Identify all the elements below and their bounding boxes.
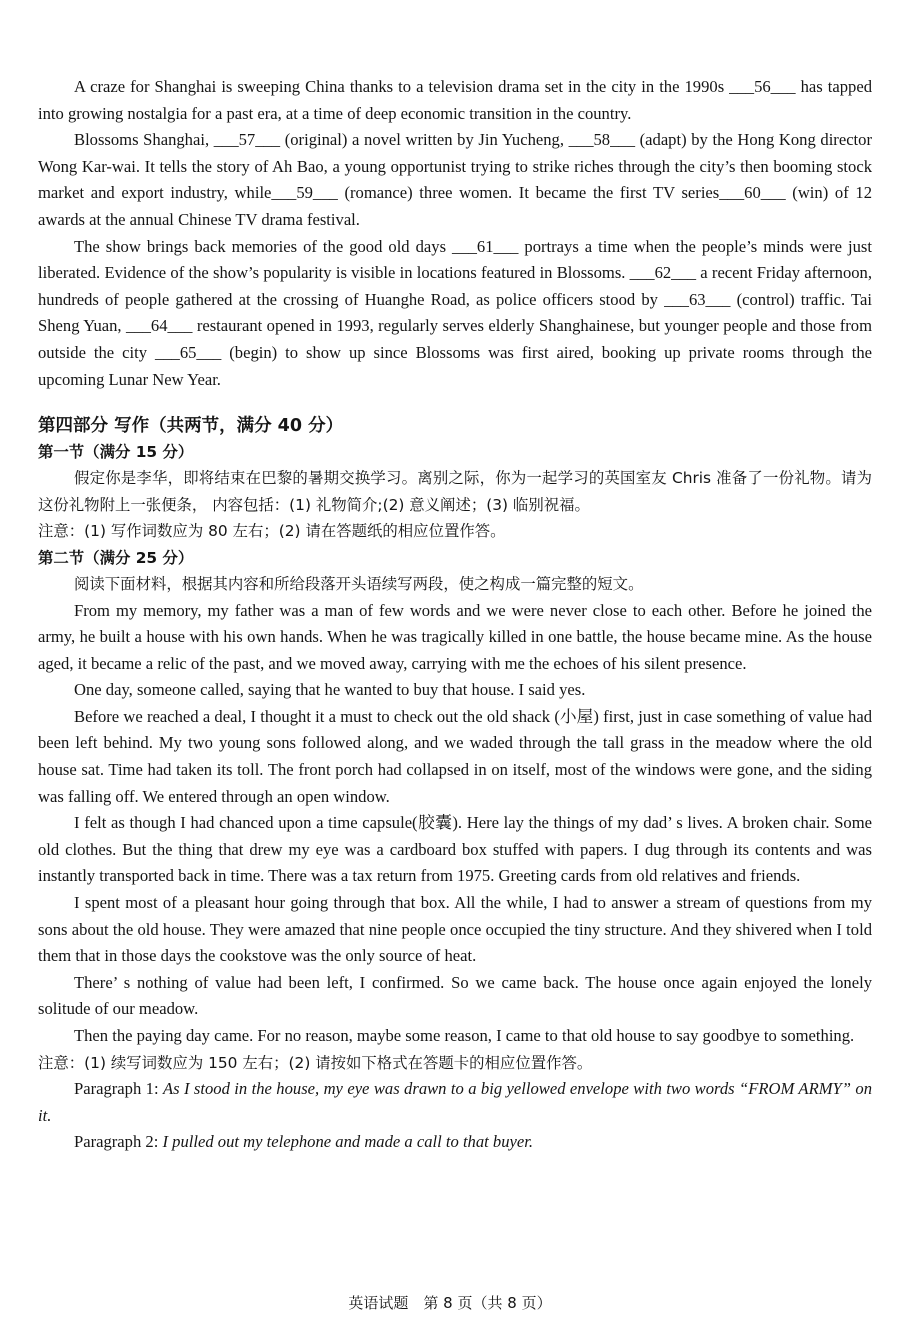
story-paragraph: There’ s nothing of value had been left, I confirmed. So we came back. The house once again enjoyed the lonely solitude of our meadow. xyxy=(38,972,872,1019)
section-two-heading: 第二节（满分 25 分） xyxy=(38,548,194,567)
story-paragraph: I felt as though I had chanced upon a time capsule(胶囊). Here lay the things of my dad’ s lives. A broken chair. Some old clothes. But the thing that drew my eye was a cardboard box stuffed with papers. I dug through its contents and was instantly transported back in time. There was a tax return from 1975. Greeting cards from old relatives and friends. xyxy=(38,813,872,886)
paragraph-two-starter xyxy=(38,1129,872,1156)
story-paragraph: Before we reached a deal, I thought it a must to check out the old shack (小屋) first, just in case something of value had been left behind. My two young sons followed along, and we waded through the tall grass in the meadow where the old house sat. Time had taken its toll. The front porch had collapsed in on itself, most of the windows were gone, and the siding was falling off. We entered through an open window. xyxy=(38,706,872,806)
section-two-note: 注意：(1) 续写词数应为 150 左右；(2) 请按如下格式在答题卡的相应位置作答。 xyxy=(38,1053,593,1072)
paragraph-one-text: As I stood in the house, my eye was drawn to a big yellowed envelope with two words “FROM ARMY” on it. xyxy=(38,1079,872,1125)
story-paragraph: Then the paying day came. For no reason, maybe some reason, I came to that old house to say goodbye to something. xyxy=(74,1026,855,1045)
passage-paragraph-2: Blossoms Shanghai, ___57___ (original) a novel written by Jin Yucheng, ___58___ (adapt) by the Hong Kong director Wong Kar-wai. It tells the story of Ah Bao, a young opportunist trying to strike riches through the city’s then booming stock market and export industry, while___59___ (romance) three women. It became the first TV series___60___ (win) of 12 awards at the annual Chinese TV drama festival. xyxy=(38,130,872,229)
page-content xyxy=(38,74,872,1156)
paragraph-one-starter xyxy=(38,1076,872,1129)
passage-paragraph-3: The show brings back memories of the good old days ___61___ portrays a time when the people’s minds were just liberated. Evidence of the show’s popularity is visible in locations featured in Blossoms. ___62___ a recent Friday afternoon, hundreds of people gathered at the crossing of Huanghe Road, as police officers stood by ___63___ (control) traffic. Tai Sheng Yuan, ___64___ restaurant opened in 1993, regularly serves elderly Shanghainese, but younger people and those from outside the city ___65___ (begin) to show up since Blossoms was first aired, booking up private rooms through the upcoming Lunar New Year. xyxy=(38,236,872,389)
paragraph-one-label: Paragraph 1: xyxy=(74,1079,163,1099)
paragraph-two-text: I pulled out my telephone and made a call to that buyer. xyxy=(162,1132,533,1152)
story-paragraph: I spent most of a pleasant hour going through that box. All the while, I had to answer a stream of questions from my sons about the old house. They were amazed that nine people once occupied the tiny structure. And they shivered when I told them that in those days the cookstove was the only source of heat. xyxy=(38,893,872,966)
section-one-prompt: 假定你是李华，即将结束在巴黎的暑期交换学习。离别之际，你为一起学习的英国室友 Chris 准备了一份礼物。请为这份礼物附上一张便条， 内容包括：(1) 礼物简介;(2) 意义阐述；(3) 临别祝福。 xyxy=(38,469,872,514)
story-paragraph: One day, someone called, saying that he wanted to buy that house. I said yes. xyxy=(74,680,586,700)
passage-paragraph-1: A craze for Shanghai is sweeping China thanks to a television drama set in the city in the 1990s ___56___ has tapped into growing nostalgia for a past era, at a time of deep economic transition in the country. xyxy=(38,77,872,123)
page-footer: 英语试题 第 8 页（共 8 页） xyxy=(348,1294,552,1312)
section-one-heading: 第一节（满分 15 分） xyxy=(38,443,194,462)
story-paragraph: From my memory, my father was a man of few words and we were never close to each other. Before he joined the army, he built a house with his own hands. When he was tragically killed in one battle, the house became mine. As the house aged, it became a relic of the past, and we moved away, carrying with me the echoes of his silent presence. xyxy=(38,600,872,673)
part-four-heading: 第四部分 写作（共两节，满分 40 分） xyxy=(38,416,344,437)
section-two-instruction: 阅读下面材料，根据其内容和所给段落开头语续写两段，使之构成一篇完整的短文。 xyxy=(74,574,644,593)
section-one-note: 注意：(1) 写作词数应为 80 左右；(2) 请在答题纸的相应位置作答。 xyxy=(38,522,506,541)
paragraph-two-label: Paragraph 2: xyxy=(74,1132,163,1152)
